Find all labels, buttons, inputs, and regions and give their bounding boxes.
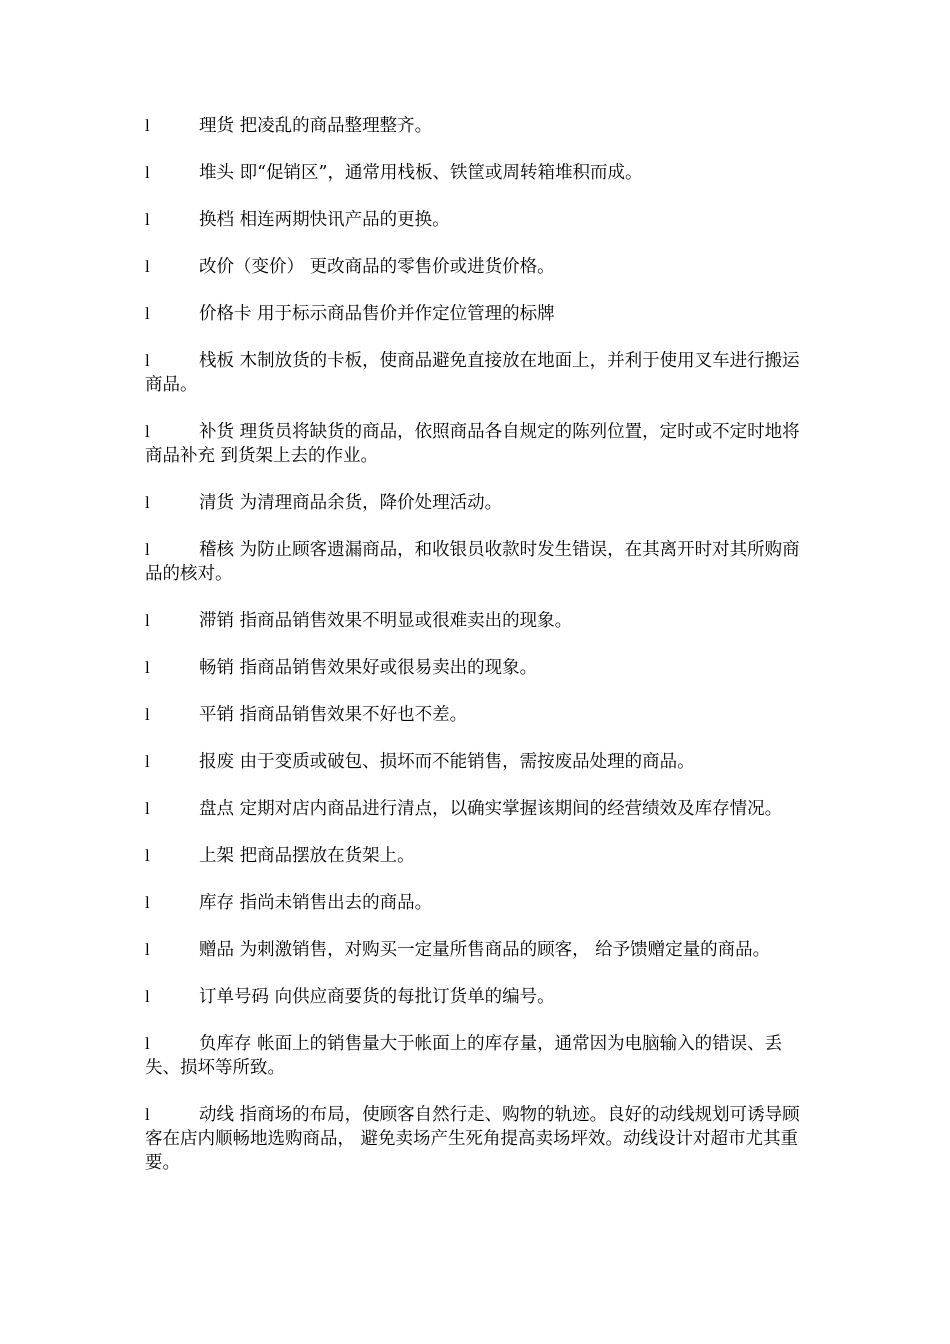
bullet-marker: l — [145, 210, 150, 229]
glossary-entry — [145, 538, 815, 586]
entry-term: 报废 — [199, 752, 234, 772]
glossary-entry — [145, 161, 815, 185]
entry-text — [145, 302, 815, 326]
bullet-marker: l — [145, 1105, 150, 1124]
entry-definition: 相连两期快讯产品的更换。 — [239, 210, 450, 230]
entry-term: 换档 — [199, 210, 234, 230]
bullet-marker: l — [145, 611, 150, 630]
entry-term: 平销 — [199, 705, 234, 725]
entry-text — [145, 656, 815, 680]
entry-definition: 把凌乱的商品整理整齐。 — [239, 116, 433, 136]
entry-text — [145, 491, 815, 515]
entry-term: 补货 — [199, 422, 234, 442]
glossary-entry — [145, 609, 815, 633]
entry-term: 稽核 — [199, 540, 234, 560]
glossary-entry — [145, 844, 815, 868]
glossary-entry — [145, 208, 815, 232]
glossary-entry — [145, 703, 815, 727]
entry-term: 上架 — [199, 846, 234, 866]
entry-definition: 向供应商要货的每批订货单的编号。 — [274, 987, 555, 1007]
glossary-entry — [145, 114, 815, 138]
entry-term: 订单号码 — [199, 987, 269, 1007]
entry-text — [145, 938, 815, 962]
entry-term: 堆头 — [199, 163, 234, 183]
bullet-marker: l — [145, 540, 150, 559]
entry-text — [145, 985, 815, 1009]
entry-term: 盘点 — [199, 799, 234, 819]
glossary-entry — [145, 938, 815, 962]
bullet-marker: l — [145, 940, 150, 959]
bullet-marker: l — [145, 116, 150, 135]
entry-definition: 木制放货的卡板，使商品避免直接放在地面上，并利于使用叉车进行搬运商品。 — [145, 351, 800, 395]
glossary-list — [145, 114, 815, 1198]
bullet-marker: l — [145, 351, 150, 370]
bullet-marker: l — [145, 893, 150, 912]
bullet-marker: l — [145, 987, 150, 1006]
entry-term: 改价（变价） — [199, 257, 304, 277]
glossary-entry — [145, 750, 815, 774]
bullet-marker: l — [145, 493, 150, 512]
entry-definition: 指商品销售效果好或很易卖出的现象。 — [239, 658, 538, 678]
entry-text — [145, 349, 815, 397]
entry-definition: 为清理商品余货，降价处理活动。 — [239, 493, 503, 513]
entry-text — [145, 609, 815, 633]
bullet-marker: l — [145, 705, 150, 724]
entry-definition: 即“促销区”，通常用栈板、铁筐或周转箱堆积而成。 — [239, 163, 643, 183]
entry-term: 动线 — [199, 1105, 234, 1125]
entry-term: 理货 — [199, 116, 234, 136]
entry-definition: 指商场的布局，使顾客自然行走、购物的轨迹。良好的动线规划可诱导顾客在店内顺畅地选购商品， 避免卖场产生死角提高卖场坪效。动线设计对超市尤其重要。 — [145, 1105, 800, 1173]
entry-text — [145, 1032, 815, 1080]
glossary-entry — [145, 891, 815, 915]
entry-text — [145, 703, 815, 727]
bullet-marker: l — [145, 752, 150, 771]
entry-definition: 把商品摆放在货架上。 — [239, 846, 415, 866]
entry-text — [145, 538, 815, 586]
entry-definition: 定期对店内商品进行清点，以确实掌握该期间的经营绩效及库存情况。 — [239, 799, 783, 819]
entry-text — [145, 797, 815, 821]
entry-text — [145, 420, 815, 468]
entry-term: 畅销 — [199, 658, 234, 678]
entry-definition: 为刺激销售，对购买一定量所售商品的顾客， 给予馈赠定量的商品。 — [239, 940, 771, 960]
entry-text — [145, 114, 815, 138]
entry-term: 滞销 — [199, 611, 234, 631]
glossary-entry — [145, 985, 815, 1009]
bullet-marker: l — [145, 1034, 150, 1053]
bullet-marker: l — [145, 304, 150, 323]
glossary-entry — [145, 255, 815, 279]
entry-text — [145, 750, 815, 774]
entry-text — [145, 208, 815, 232]
bullet-marker: l — [145, 658, 150, 677]
entry-text — [145, 891, 815, 915]
entry-text — [145, 1103, 815, 1175]
entry-term: 栈板 — [199, 351, 234, 371]
entry-definition: 为防止顾客遗漏商品，和收银员收款时发生错误，在其离开时对其所购商品的核对。 — [145, 540, 800, 584]
entry-definition: 更改商品的零售价或进货价格。 — [309, 257, 555, 277]
entry-definition: 指商品销售效果不好也不差。 — [239, 705, 468, 725]
glossary-entry — [145, 1103, 815, 1175]
entry-term: 赠品 — [199, 940, 234, 960]
glossary-entry — [145, 1032, 815, 1080]
glossary-entry — [145, 656, 815, 680]
entry-definition: 由于变质或破包、损坏而不能销售，需按废品处理的商品。 — [239, 752, 695, 772]
entry-text — [145, 255, 815, 279]
bullet-marker: l — [145, 163, 150, 182]
bullet-marker: l — [145, 257, 150, 276]
bullet-marker: l — [145, 799, 150, 818]
glossary-entry — [145, 302, 815, 326]
entry-text — [145, 161, 815, 185]
entry-definition: 指尚未销售出去的商品。 — [239, 893, 433, 913]
entry-term: 库存 — [199, 893, 234, 913]
glossary-entry — [145, 491, 815, 515]
bullet-marker: l — [145, 422, 150, 441]
entry-definition: 指商品销售效果不明显或很难卖出的现象。 — [239, 611, 573, 631]
entry-term: 价格卡 — [199, 304, 252, 324]
entry-definition: 用于标示商品售价并作定位管理的标牌 — [257, 304, 555, 324]
entry-term: 清货 — [199, 493, 234, 513]
bullet-marker: l — [145, 846, 150, 865]
glossary-entry — [145, 797, 815, 821]
glossary-entry — [145, 349, 815, 397]
entry-definition: 理货员将缺货的商品，依照商品各自规定的陈列位置，定时或不定时地将商品补充 到货架上去的作业。 — [145, 422, 800, 466]
entry-text — [145, 844, 815, 868]
entry-definition: 帐面上的销售量大于帐面上的库存量，通常因为电脑输入的错误、丢失、损坏等所致。 — [145, 1034, 783, 1078]
glossary-entry — [145, 420, 815, 468]
entry-term: 负库存 — [199, 1034, 252, 1054]
